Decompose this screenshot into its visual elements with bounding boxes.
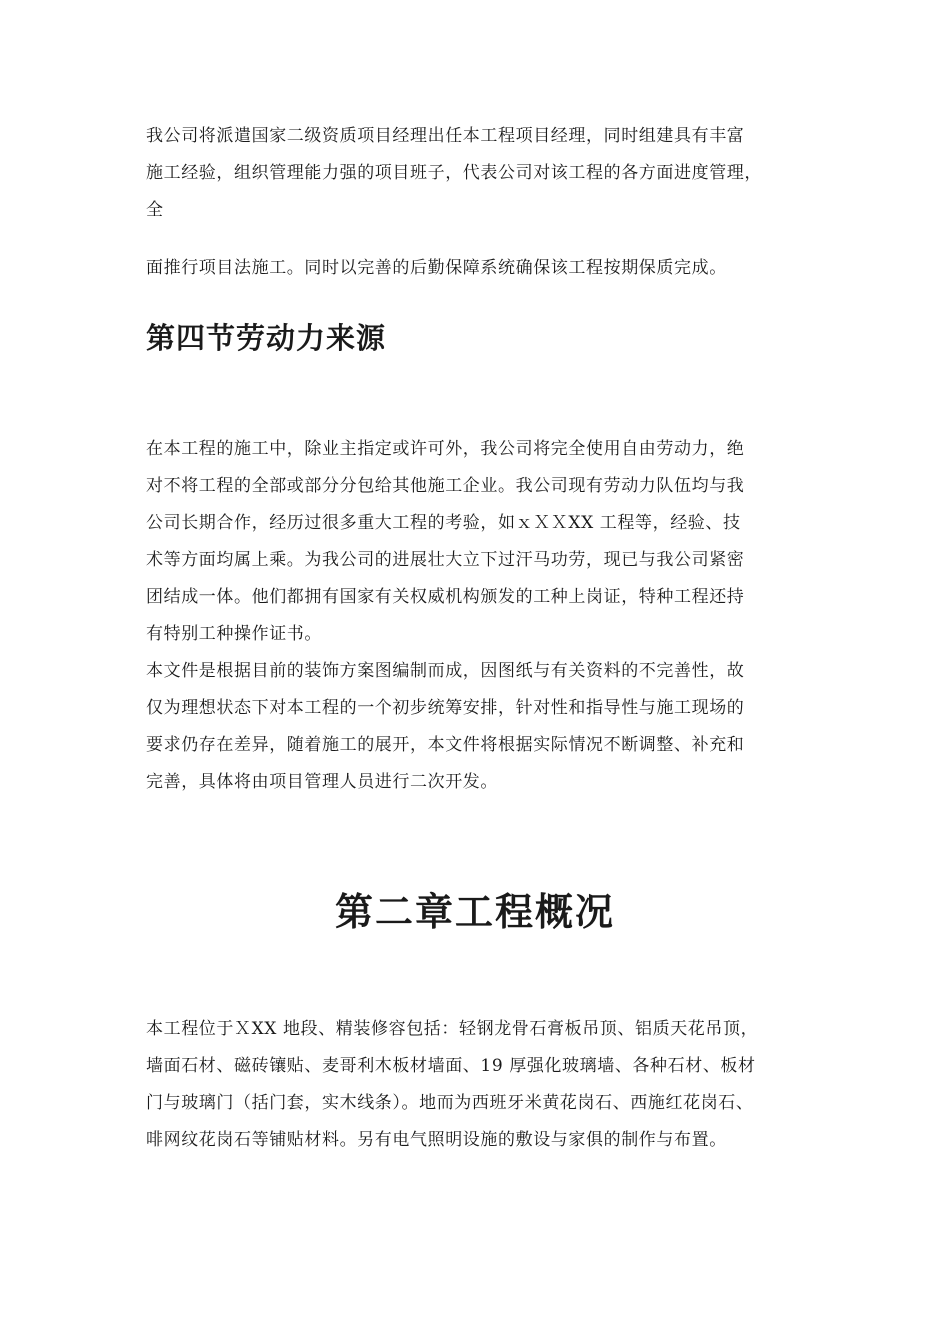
project-overview-paragraph: [146, 1011, 806, 1159]
overview-line-1: 本工程位于ＸXX 地段、精装修容包括：轻钢龙骨石膏板吊顶、铝质天花吊顶，: [146, 1019, 759, 1039]
labor-line-1: 在本工程的施工中，除业主指定或许可外，我公司将完全使用自由劳动力，绝: [146, 439, 745, 459]
note-line-2: 仅为理想状态下对本工程的一个初步统筹安排，针对性和指导性与施工现场的: [146, 698, 745, 718]
note-line-3: 要求仍存在差异，随着施工的展开，本文件将根据实际情况不断调整、补充和: [146, 735, 745, 755]
labor-source-paragraph: [146, 431, 806, 653]
labor-line-3: 公司长期合作，经历过很多重大工程的考验，如ｘＸＸXX 工程等，经验、技: [146, 513, 741, 533]
intro-line-2: 施工经验，组织管理能力强的项目班子，代表公司对该工程的各方面进度管理，: [146, 163, 762, 183]
intro-continuation-line: 面推行项目法施工。同时以完善的后勤保障系统确保该工程按期保质完成。: [146, 258, 727, 278]
labor-line-4: 术等方面均属上乘。为我公司的进展壮大立下过汗马功劳，现已与我公司紧密: [146, 550, 745, 570]
labor-line-6: 有特别工种操作证书。: [146, 624, 322, 644]
overview-line-4: 啡网纹花岗石等铺贴材料。另有电气照明设施的敷设与家俱的制作与布置。: [146, 1130, 727, 1150]
note-line-4: 完善，具体将由项目管理人员进行二次开发。: [146, 772, 498, 792]
intro-continuation: [146, 250, 806, 287]
intro-line-3: 全: [146, 200, 164, 220]
intro-line-1: 我公司将派遣国家二级资质项目经理出任本工程项目经理，同时组建具有丰富: [146, 126, 745, 146]
intro-paragraph: [146, 118, 806, 229]
overview-line-2: 墙面石材、磁砖镶贴、麦哥利木板材墙面、19 厚强化玻璃墙、各种石材、板材: [146, 1056, 756, 1076]
labor-line-5: 团结成一体。他们都拥有国家有关权威机构颁发的工种上岗证，特种工程还持: [146, 587, 745, 607]
section-title: 第四节劳动力来源: [146, 321, 387, 355]
chapter-title: 第二章工程概况: [334, 890, 615, 934]
labor-line-2: 对不将工程的全部或部分分包给其他施工企业。我公司现有劳动力队伍均与我: [146, 476, 745, 496]
overview-line-3: 门与玻璃门（括门套，实木线条）。地而为西班牙米黄花岗石、西施红花岗石、: [146, 1093, 754, 1113]
note-line-1: 本文件是根据目前的装饰方案图编制而成，因图纸与有关资料的不完善性，故: [146, 661, 745, 681]
document-note-paragraph: [146, 653, 806, 801]
